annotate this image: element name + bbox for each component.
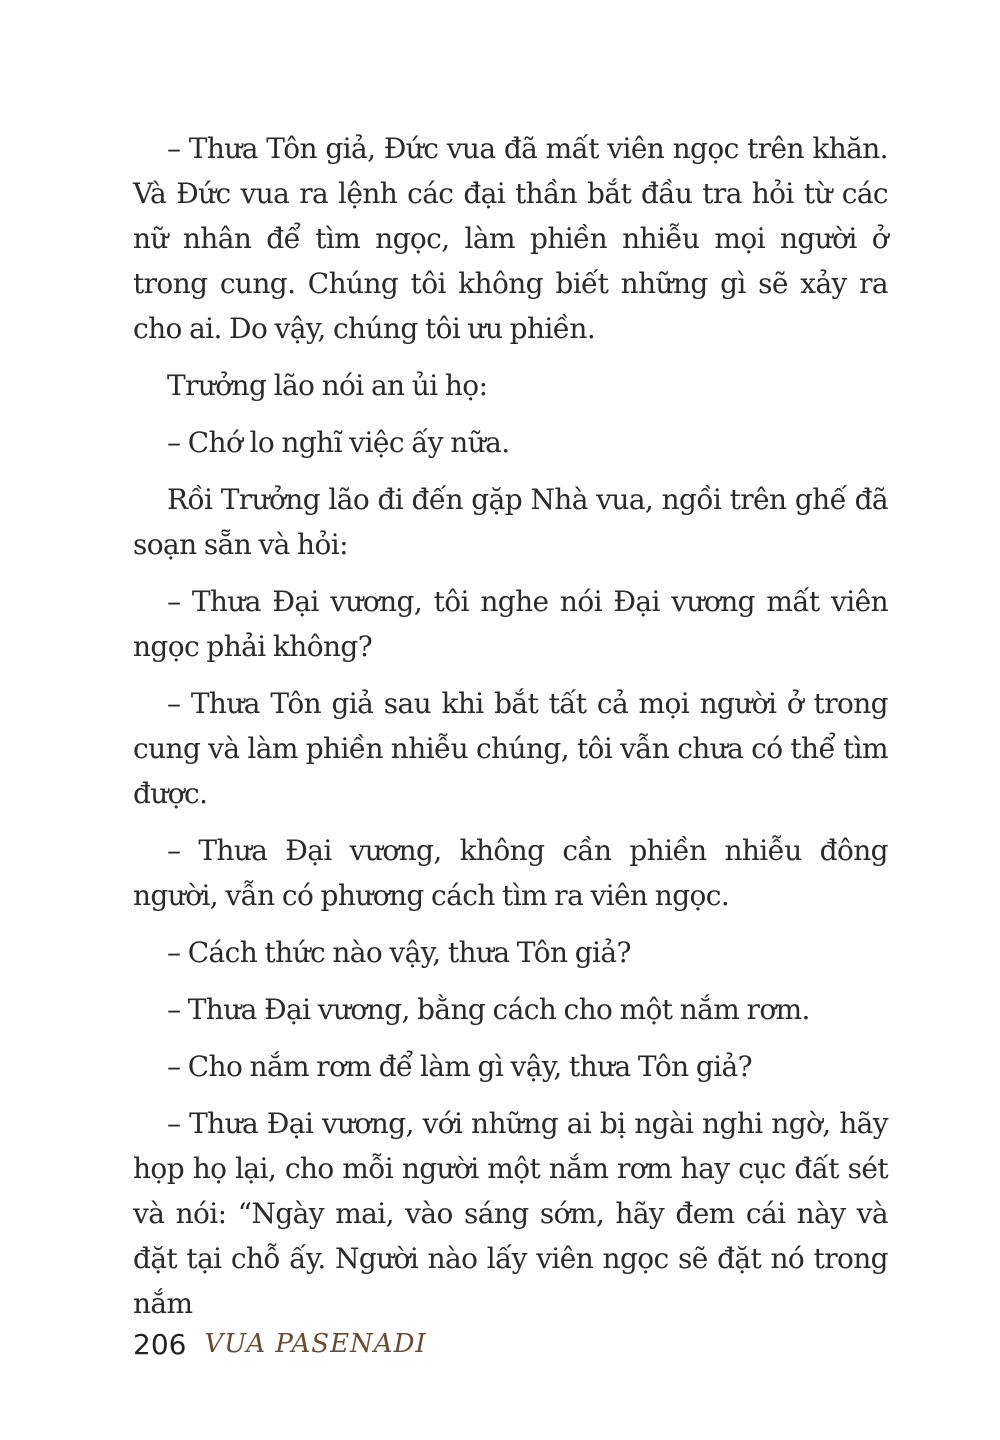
paragraph: Rồi Trưởng lão đi đến gặp Nhà vua, ngồi trên ghế đã soạn sẵn và hỏi:: [133, 483, 888, 561]
paragraph: – Thưa Đại vương, bằng cách cho một nắm rơm.: [167, 993, 810, 1026]
paragraph: – Thưa Đại vương, không cần phiền nhiễu đông người, vẫn có phương cách tìm ra viên ngọc.: [133, 834, 888, 912]
paragraph: – Thưa Tôn giả, Đức vua đã mất viên ngọc trên khăn. Và Đức vua ra lệnh các đại thần bắt đầu tra hỏi từ các nữ nhân để tìm ngọc, làm phiền nhiễu mọi người ở trong cung. Chúng tôi không biết những gì sẽ xảy ra cho ai. Do vậy, chúng tôi ưu phiền.: [133, 132, 888, 345]
page-body: [133, 126, 888, 1338]
paragraph: – Thưa Đại vương, tôi nghe nói Đại vương mất viên ngọc phải không?: [133, 585, 888, 663]
running-title: VUA PASENADI: [204, 1329, 427, 1359]
paragraph: – Thưa Đại vương, với những ai bị ngài nghi ngờ, hãy họp họ lại, cho mỗi người một nắm rơm hay cục đất sét và nói: “Ngày mai, vào sáng sớm, hãy đem cái này và đặt tại chỗ ấy. Người nào lấy viên ngọc sẽ đặt nó trong nắm: [133, 1107, 888, 1320]
page-number: 206: [133, 1327, 187, 1361]
paragraph: – Thưa Tôn giả sau khi bắt tất cả mọi người ở trong cung và làm phiền nhiễu chúng, tôi vẫn chưa có thể tìm được.: [133, 687, 888, 810]
paragraph: – Chớ lo nghĩ việc ấy nữa.: [167, 426, 510, 459]
page-footer: [133, 1322, 427, 1366]
paragraph: – Cho nắm rơm để làm gì vậy, thưa Tôn giả?: [167, 1050, 753, 1083]
paragraph: Trưởng lão nói an ủi họ:: [167, 369, 488, 402]
paragraph: – Cách thức nào vậy, thưa Tôn giả?: [167, 936, 631, 969]
